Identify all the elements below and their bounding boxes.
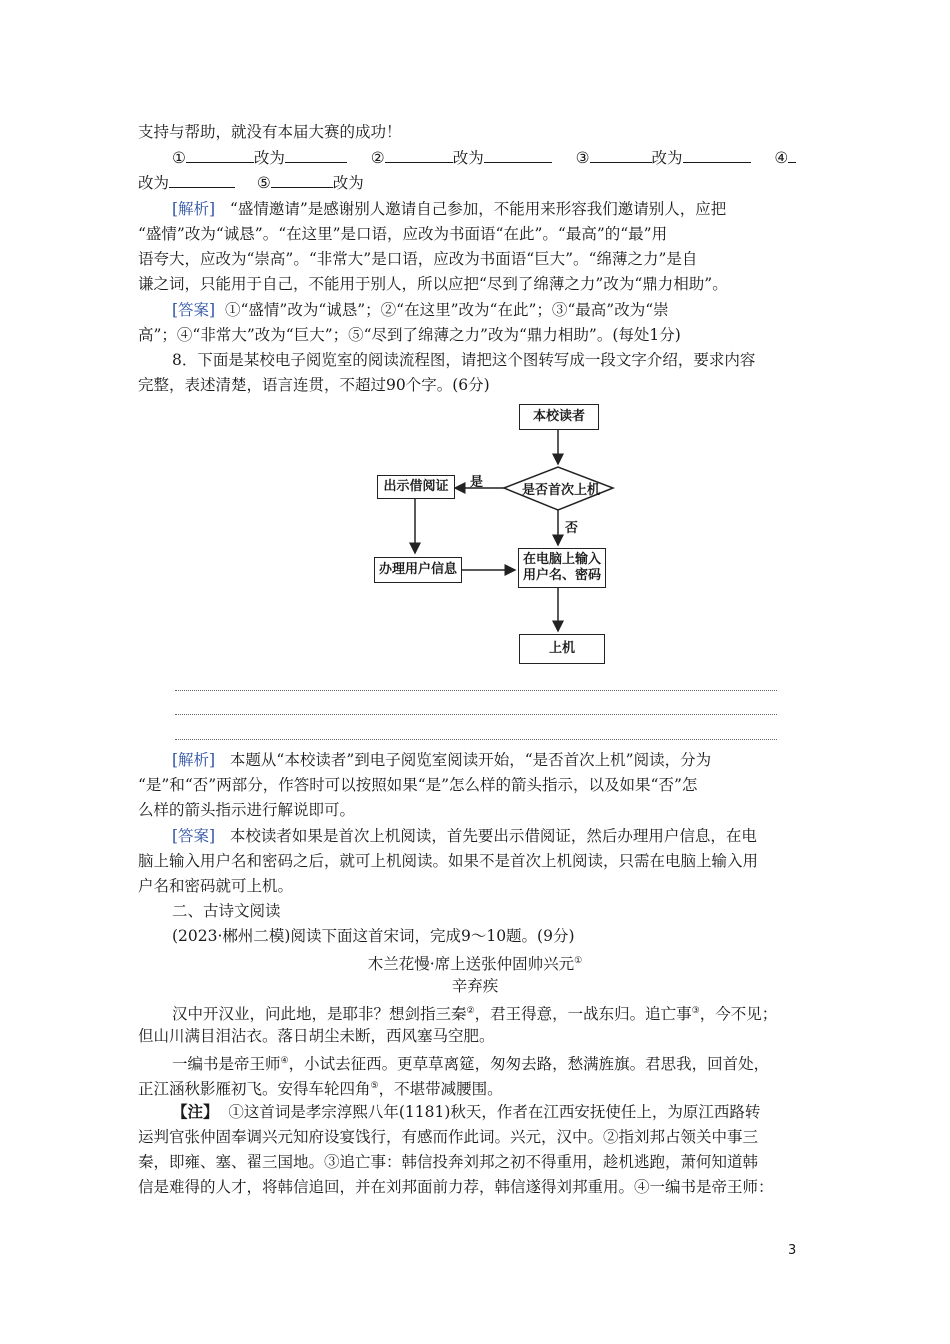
q8-prompt-line-2: 完整，表述清楚，语言连贯，不超过90个字。(6分) (138, 376, 490, 394)
flow-yes-label: 是 (470, 475, 484, 490)
flow-login-label-1: 在电脑上输入 (522, 552, 601, 567)
answer-tag: [答案] (172, 827, 216, 845)
analysis-tag: [解析] (172, 751, 216, 769)
text: “盛情邀请”是感谢别人邀请自己参加，不能用来形容我们邀请别人，应把 (229, 200, 727, 218)
text: 汉中开汉业，问此地，是耶非？想剑指三秦 (172, 1005, 467, 1024)
page-number: 3 (788, 1243, 797, 1258)
blank-label-4: ④ (774, 149, 789, 167)
flow-end-label: 上机 (548, 641, 575, 656)
text: ①这首词是孝宗淳熙八年(1181)秋天，作者在江西安抚使任上，为原江西路转 (228, 1103, 761, 1121)
q7-analysis-line-3: 语夸大，应改为“崇高”。“非常大”是口语，应改为书面语“巨大”。“绵薄之力”是自 (138, 250, 698, 268)
footnote-mark: ⑤ (370, 1081, 379, 1091)
change-to: 改为 (651, 149, 683, 167)
answer-line[interactable] (175, 690, 777, 691)
section-heading: 二、古诗文阅读 (172, 902, 281, 920)
blank-label-2: ② (370, 149, 385, 167)
q8-analysis-line-3: 么样的箭头指示进行解说即可。 (138, 801, 356, 819)
blank-label-5: ⑤ (256, 174, 271, 192)
q8-answer-line-3: 户名和密码就可上机。 (138, 877, 294, 895)
poem-line-4 (138, 1074, 503, 1101)
flow-no-label: 否 (565, 521, 579, 536)
q8-answer-line-1 (172, 824, 757, 848)
notes-line-4: 信是难得的人才，将韩信追回，并在刘邦面前力荐，韩信遂得刘邦重用。④一编书是帝王师： (138, 1178, 774, 1196)
footnote-mark: ② (466, 1006, 475, 1016)
flow-start-label: 本校读者 (532, 409, 585, 424)
notes-line-2: 运判官张仲固奉调兴元知府设宴饯行，有感而作此词。兴元，汉中。②指刘邦占领关中事三 (138, 1128, 759, 1146)
q8-prompt-line-1: 8．下面是某校电子阅览室的阅读流程图，请把这个图转写成一段文字介绍，要求内容 (172, 351, 756, 369)
poem-author: 辛弃疾 (451, 977, 499, 995)
q8-analysis-line-2: “是”和“否”两部分，作答时可以按照如果“是”怎么样的箭头指示，以及如果“否”怎 (138, 776, 698, 794)
q8-answer-line-2: 脑上输入用户名和密码之后，就可上机阅读。如果不是首次上机阅读，只需在电脑上输入用 (138, 852, 759, 870)
footnote-mark: ① (574, 956, 583, 966)
text: ，君王得意，一战东归。追亡事 (474, 1005, 692, 1024)
notes-tag: 【注】 (172, 1102, 219, 1121)
poem-line-3 (172, 1049, 769, 1076)
q7-analysis-line-4: 谦之词，只能用于自己，不能用于别人，所以应把“尽到了绵薄之力”改为“鼎力相助”。 (138, 275, 728, 293)
text: ，小试去征西。更草草离筵，匆匆去路，愁满旌旗。君思我，回首处， (288, 1055, 770, 1074)
text: 本校读者如果是首次上机阅读，首先要出示借阅证，然后办理用户信息，在电 (229, 827, 757, 845)
flow-register-label: 办理用户信息 (378, 562, 457, 577)
answer-tag: [答案] (172, 301, 216, 319)
flow-show-card-box (377, 475, 455, 499)
answer-line[interactable] (175, 739, 777, 740)
blank-label-3: ③ (575, 149, 590, 167)
flow-login-box (518, 548, 606, 588)
poem-title-text: 木兰花慢·席上送张仲固帅兴元 (367, 955, 575, 974)
text: 一编书是帝王师 (172, 1055, 281, 1074)
q8-analysis-line-1 (172, 748, 711, 772)
flow-show-card-label: 出示借阅证 (383, 479, 449, 494)
analysis-tag: [解析] (172, 200, 216, 218)
poem-line-1 (172, 999, 777, 1026)
blank-label-1: ① (172, 149, 186, 167)
flow-login-label-2: 用户名、密码 (522, 568, 601, 583)
text: 正江涵秋影雁初飞。安得车轮四角 (138, 1080, 371, 1099)
footnote-mark: ③ (691, 1006, 700, 1016)
flow-register-box (374, 557, 462, 583)
poem-intro: (2023·郴州二模)阅读下面这首宋词，完成9～10题。(9分) (172, 927, 575, 945)
q7-analysis-line-2: “盛情”改为“诚恳”。“在这里”是口语，应改为书面语“在此”。“最高”的“最”用 (138, 225, 668, 243)
text: 本题从“本校读者”到电子阅览室阅读开始，“是否首次上机”阅读，分为 (229, 751, 712, 769)
text: ，今不见； (699, 1005, 778, 1024)
q7-tail: 支持与帮助，就没有本届大赛的成功！ (138, 123, 402, 141)
text: ①“盛情”改为“诚恳”；②“在这里”改为“在此”；③“最高”改为“崇 (224, 301, 669, 319)
notes-line-3: 秦，即雍、塞、翟三国地。③追亡事：韩信投奔刘邦之初不得重用，趁机逃跑，萧何知道韩 (138, 1153, 759, 1171)
q7-answer-line-2: 高”；④“非常大”改为“巨大”；⑤“尽到了绵薄之力”改为“鼎力相助”。(每处1分) (138, 326, 681, 344)
poem-title (0, 949, 950, 976)
change-to: 改为 (332, 174, 364, 192)
flow-end-box (519, 634, 605, 664)
flow-start-box (519, 404, 599, 430)
change-to: 改为 (253, 149, 285, 167)
text: ，不堪带减腰围。 (378, 1080, 503, 1099)
footnote-mark: ④ (280, 1056, 289, 1066)
change-to: 改为 (138, 174, 170, 192)
notes-line-1 (172, 1100, 760, 1124)
change-to: 改为 (452, 149, 484, 167)
poem-line-2: 但山川满目泪沾衣。落日胡尘未断，西风塞马空肥。 (138, 1027, 495, 1045)
answer-line[interactable] (175, 714, 777, 715)
flow-decision-label: 是否首次上机 (522, 483, 601, 498)
